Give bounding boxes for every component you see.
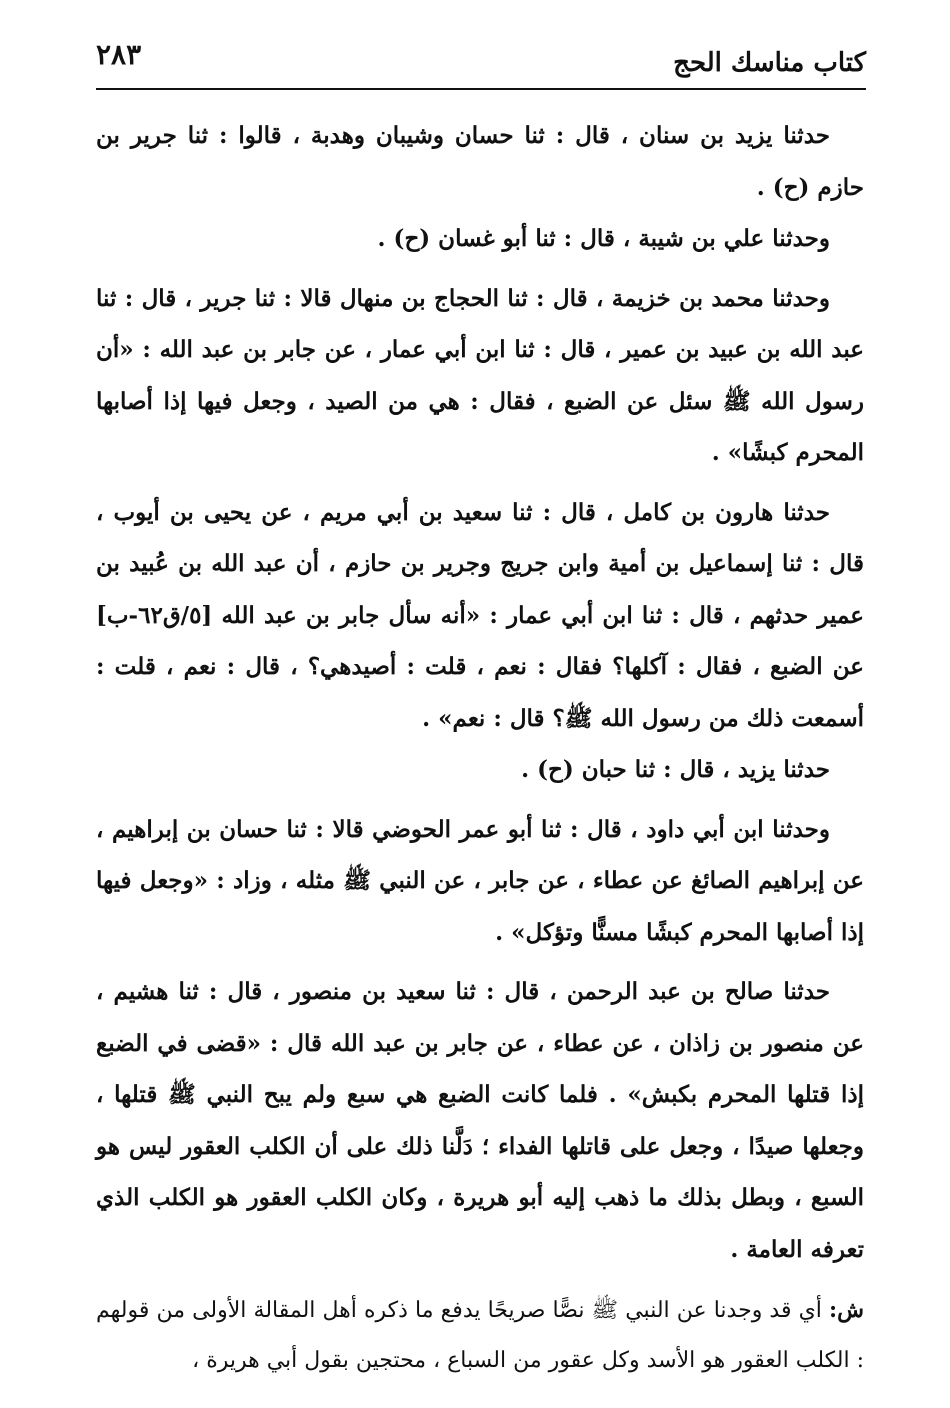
header-rule xyxy=(96,88,866,90)
paragraph-4: حدثنا هارون بن كامل ، قال : ثنا سعيد بن أبي مريم ، عن يحيى بن أيوب ، قال : ثنا إسماعيل بن أمية وابن جريج وجرير بن حازم ، أن عبد الله بن عُبيد بن عمير حدثهم ، قال : ثنا ابن أبي عمار : «أنه سأل جابر بن عبد الله [٥/ق٦٢-ب] عن الضبع ، فقال : آكلها؟ فقال : نعم ، قلت : أصيدهي؟ ، قال : نعم ، قلت : أسمعت ذلك من رسول الله ﷺ؟ قال : نعم» . xyxy=(96,498,864,732)
page-header xyxy=(96,36,866,86)
running-title: كتاب مناسك الحج xyxy=(673,48,866,78)
paragraph-1: حدثنا يزيد بن سنان ، قال : ثنا حسان وشيبان وهدبة ، قالوا : ثنا جرير بن حازم (ح) . xyxy=(96,122,864,201)
commentary-paragraph xyxy=(96,1285,864,1386)
commentary-label: ش: xyxy=(829,1297,864,1323)
paragraph-6: وحدثنا ابن أبي داود ، قال : ثنا أبو عمر الحوضي قالا : ثنا حسان بن إبراهيم ، عن إبراهيم الصائغ عن عطاء ، عن جابر ، عن النبي ﷺ مثله ، وزاد : «وجعل فيها إذا أصابها المحرم كبشًا مسنًّا وتؤكل» . xyxy=(96,815,864,946)
paragraph-5: حدثنا يزيد ، قال : ثنا حبان (ح) . xyxy=(521,756,830,783)
commentary-text: أي قد وجدنا عن النبي ﷺ نصًّا صريحًا يدفع ما ذكره أهل المقالة الأولى من قولهم : الكلب العقور هو الأسد وكل عقور من السباع ، محتجين بقول أبي هريرة ، xyxy=(96,1298,864,1373)
page-number: ٢٨٣ xyxy=(96,38,142,71)
paragraph-2: وحدثنا علي بن شيبة ، قال : ثنا أبو غسان (ح) . xyxy=(377,225,830,252)
paragraph-3: وحدثنا محمد بن خزيمة ، قال : ثنا الحجاج بن منهال قالا : ثنا جرير ، قال : ثنا عبد الله بن عبيد بن عمير ، قال : ثنا ابن أبي عمار ، عن جابر بن عبد الله : «أن رسول الله ﷺ سئل عن الضبع ، فقال : هي من الصيد ، وجعل فيها إذا أصابها المحرم كبشًا» . xyxy=(96,284,864,466)
paragraph-7: حدثنا صالح بن عبد الرحمن ، قال : ثنا سعيد بن منصور ، قال : ثنا هشيم ، عن منصور بن زاذان ، عن عطاء ، عن جابر بن عبد الله قال : «قضى في الضبع إذا قتلها المحرم بكبش» . فلما كانت الضبع هي سبع ولم يبح النبي ﷺ قتلها ، وجعلها صيدًا ، وجعل على قاتلها الفداء ؛ دَلَّنا ذلك على أن الكلب العقور ليس هو السبع ، وبطل بذلك ما ذهب إليه أبو هريرة ، وكان الكلب العقور هو الكلب الذي تعرفه العامة . xyxy=(96,978,865,1263)
body-text xyxy=(96,110,864,1408)
